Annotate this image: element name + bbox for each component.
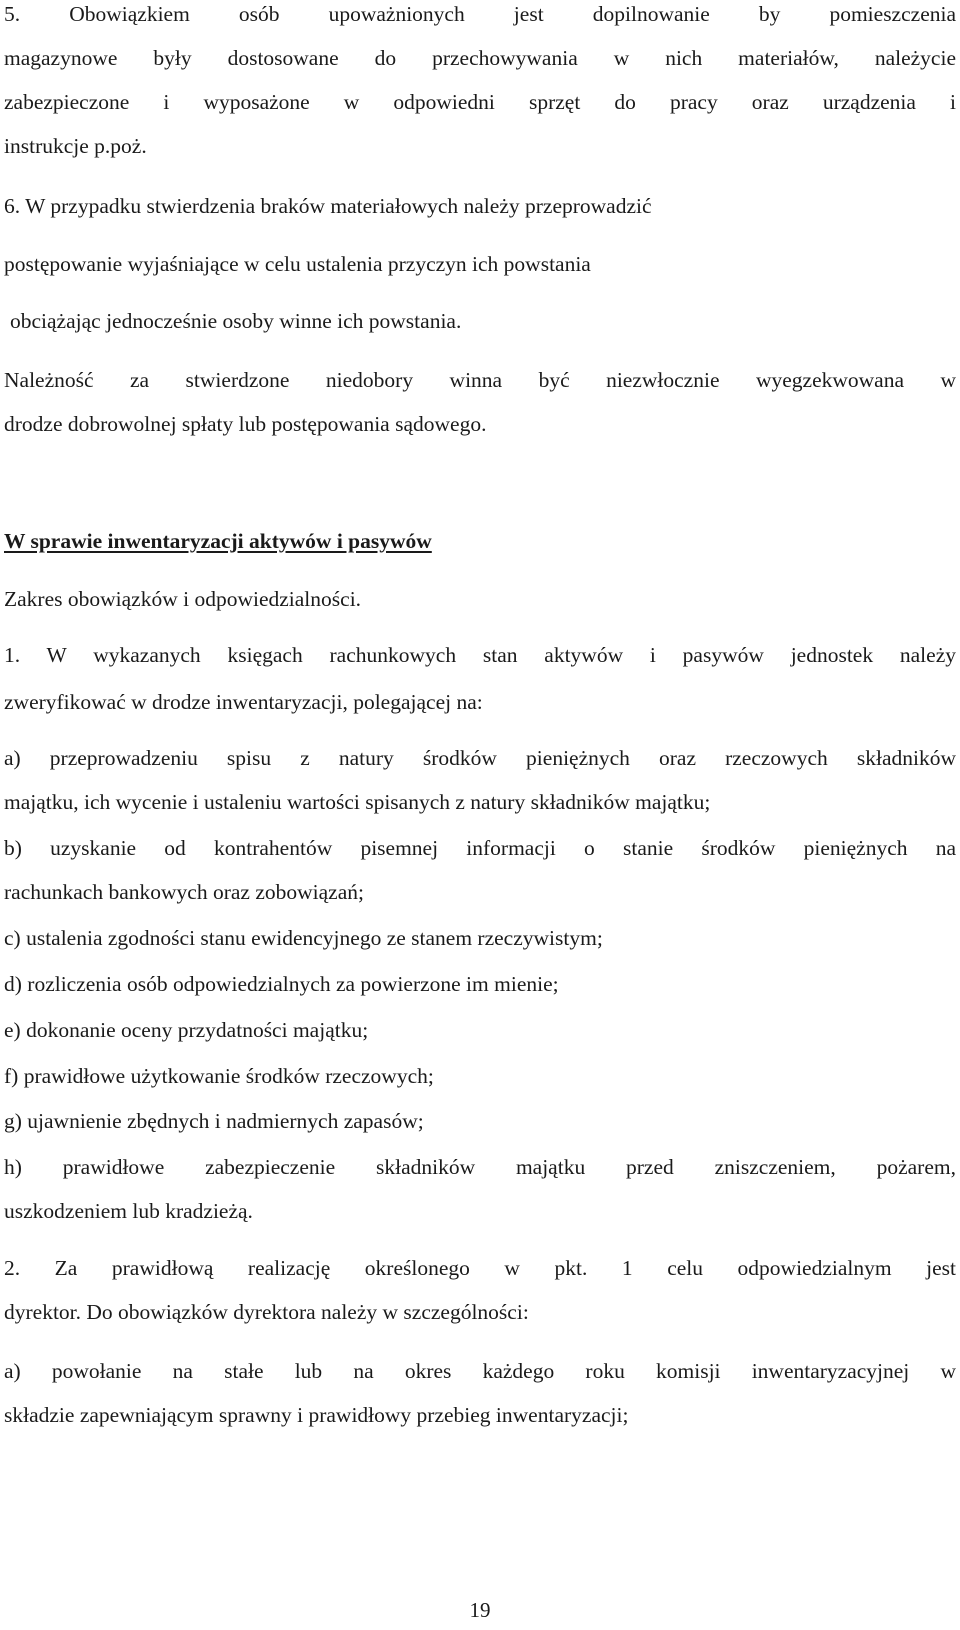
page-number: 19 — [469, 1598, 491, 1622]
item-h-line-2: uszkodzeniem lub kradzieżą. — [4, 1199, 253, 1223]
item-b-line-1: b) uzyskanie od kontrahentów pisemnej informacji o stanie środków pieniężnych na — [4, 836, 956, 860]
paragraph-6-line-2: postępowanie wyjaśniające w celu ustalenia przyczyn ich powstania — [4, 252, 591, 276]
paragraph-5-line-4: instrukcje p.poż. — [4, 134, 147, 158]
point-2-line-2: dyrektor. Do obowiązków dyrektora należy w szczególności: — [4, 1300, 529, 1324]
point-1-line-1: 1. W wykazanych księgach rachunkowych stan aktywów i pasywów jednostek należy — [4, 643, 956, 667]
paragraph-6-line-1: 6. W przypadku stwierdzenia braków materiałowych należy przeprowadzić — [4, 194, 652, 218]
item-c: c) ustalenia zgodności stanu ewidencyjnego ze stanem rzeczywistym; — [4, 926, 603, 950]
item-b-line-2: rachunkach bankowych oraz zobowiązań; — [4, 880, 364, 904]
point-1-line-2: zweryfikować w drodze inwentaryzacji, polegającej na: — [4, 690, 483, 714]
section-subheading: Zakres obowiązków i odpowiedzialności. — [4, 587, 362, 611]
paragraph-5-line-3: zabezpieczone i wyposażone w odpowiedni sprzęt do pracy oraz urządzenia i — [4, 90, 956, 114]
paragraph-naleznosc-line-1: Należność za stwierdzone niedobory winna być niezwłocznie wyegzekwowana w — [4, 368, 956, 392]
item-f: f) prawidłowe użytkowanie środków rzeczowych; — [4, 1064, 434, 1088]
point-2-line-1: 2. Za prawidłową realizację określonego w pkt. 1 celu odpowiedzialnym jest — [4, 1256, 956, 1280]
item-d: d) rozliczenia osób odpowiedzialnych za powierzone im mienie; — [4, 972, 559, 996]
item-a-line-2: majątku, ich wycenie i ustaleniu wartości spisanych z natury składników majątku; — [4, 790, 711, 814]
item-a-line-1: a) przeprowadzeniu spisu z natury środków pieniężnych oraz rzeczowych składników — [4, 746, 956, 770]
item-h-line-1: h) prawidłowe zabezpieczenie składników majątku przed zniszczeniem, pożarem, — [4, 1155, 956, 1179]
item-g: g) ujawnienie zbędnych i nadmiernych zapasów; — [4, 1109, 424, 1133]
item-e: e) dokonanie oceny przydatności majątku; — [4, 1018, 369, 1042]
point-2-item-a-line-1: a) powołanie na stałe lub na okres każdego roku komisji inwentaryzacyjnej w — [4, 1359, 956, 1383]
paragraph-naleznosc-line-2: drodze dobrowolnej spłaty lub postępowania sądowego. — [4, 412, 487, 436]
paragraph-5-line-1: 5. Obowiązkiem osób upoważnionych jest dopilnowanie by pomieszczenia — [4, 2, 956, 26]
paragraph-5-line-2: magazynowe były dostosowane do przechowywania w nich materiałów, należycie — [4, 46, 956, 70]
point-2-item-a-line-2: składzie zapewniającym sprawny i prawidłowy przebieg inwentaryzacji; — [4, 1403, 629, 1427]
paragraph-6-line-3: obciążając jednocześnie osoby winne ich powstania. — [10, 309, 462, 333]
section-heading: W sprawie inwentaryzacji aktywów i pasywów — [4, 529, 432, 553]
